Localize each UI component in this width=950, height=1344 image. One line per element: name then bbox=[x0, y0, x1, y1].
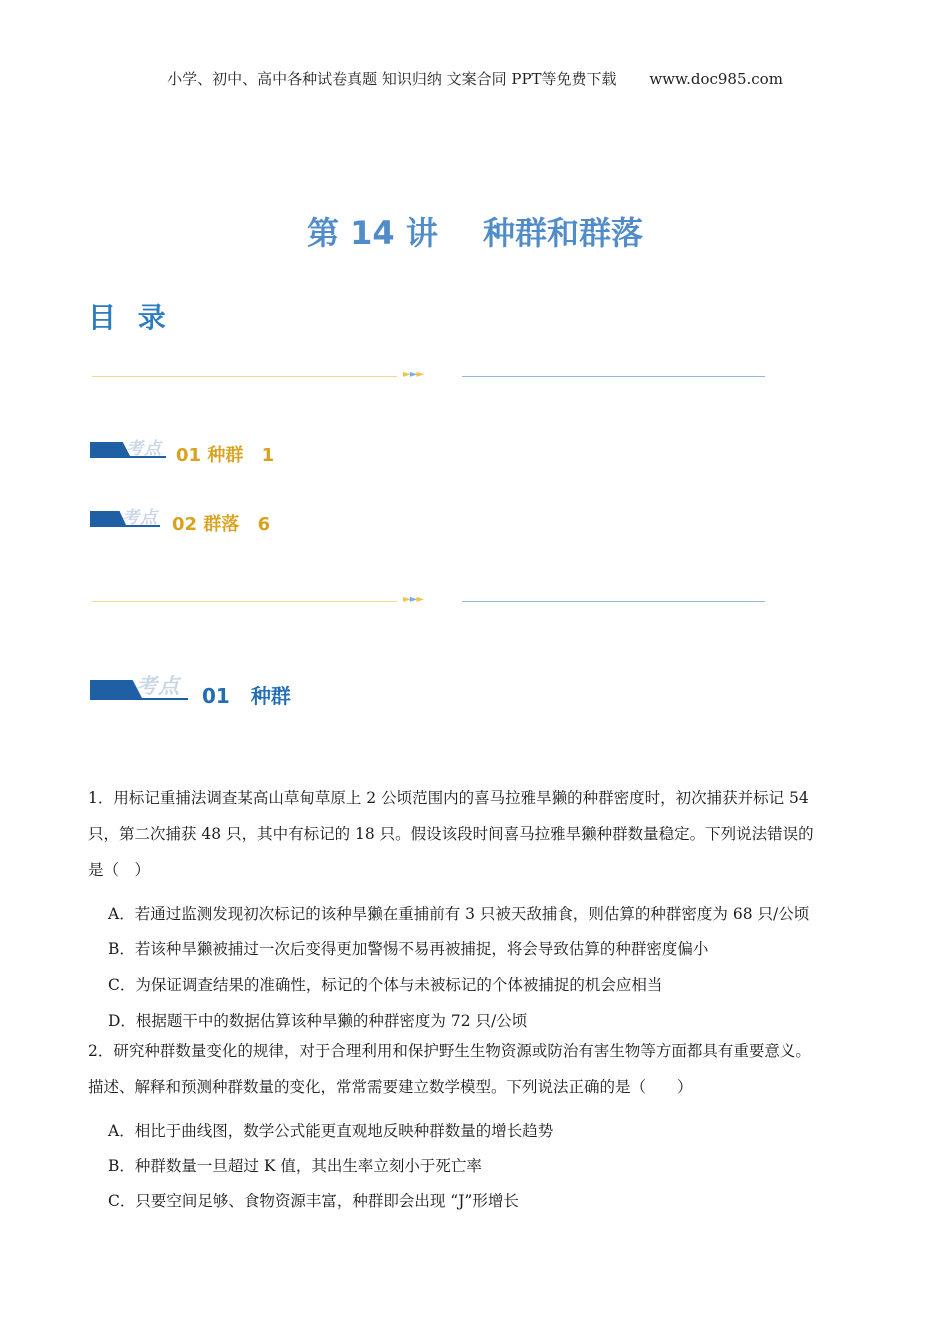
toc-entry-label: 02 群落 bbox=[172, 514, 240, 535]
divider-right-line bbox=[462, 376, 765, 377]
toc-entry-page: 6 bbox=[257, 514, 271, 535]
divider bbox=[92, 596, 765, 608]
header-text: 小学、初中、高中各种试卷真题 知识归纳 文案合同 PPT等免费下载 bbox=[167, 70, 617, 88]
toc-heading: 目 录 bbox=[88, 301, 172, 334]
question-line: 是（ ） bbox=[88, 861, 151, 879]
divider-arrows-icon: ►►► bbox=[403, 594, 424, 605]
badge-word: 考点 bbox=[126, 439, 162, 459]
lecture-topic: 种群和群落 bbox=[482, 214, 643, 252]
question-1-option-c: C．为保证调查结果的准确性，标记的个体与未被标记的个体被捕捉的机会应相当 bbox=[108, 976, 663, 994]
divider-left-line bbox=[92, 376, 397, 377]
header-site-link[interactable]: www.doc985.com bbox=[649, 70, 783, 88]
section-title bbox=[202, 680, 291, 709]
question-line: 描述、解释和预测种群数量的变化，常常需要建立数学模型。下列说法正确的是（ ） bbox=[88, 1078, 693, 1096]
question-2-option-b: B．种群数量一旦超过 K 值，其出生率立刻小于死亡率 bbox=[108, 1157, 482, 1175]
divider-left-line bbox=[92, 601, 397, 602]
section-name: 种群 bbox=[250, 684, 291, 708]
kaodian-badge-icon bbox=[90, 503, 162, 527]
question-2-stem bbox=[88, 1033, 868, 1105]
toc-entry-1[interactable] bbox=[176, 441, 274, 467]
question-line: 只，第二次捕获 48 只，其中有标记的 18 只。假设该段时间喜马拉雅旱獭种群数量稳定。下列说法错误的 bbox=[88, 825, 814, 843]
lecture-number: 第 14 讲 bbox=[307, 214, 438, 252]
question-line: 1．用标记重捕法调查某高山草甸草原上 2 公顷范围内的喜马拉雅旱獭的种群密度时，初次捕获并标记 54 bbox=[88, 789, 809, 807]
badge-word: 考点 bbox=[136, 673, 180, 698]
question-1-option-a: A．若通过监测发现初次标记的该种旱獭在重捕前有 3 只被天敌捕食，则估算的种群密度为 68 只/公顷 bbox=[108, 905, 810, 923]
question-1-option-b: B．若该种旱獭被捕过一次后变得更加警惕不易再被捕捉，将会导致估算的种群密度偏小 bbox=[108, 940, 709, 958]
divider-right-line bbox=[462, 601, 765, 602]
question-1-stem bbox=[88, 780, 868, 888]
page-header bbox=[0, 68, 950, 89]
document-title bbox=[0, 208, 950, 254]
kaodian-badge-icon bbox=[90, 670, 190, 700]
question-2-option-a: A．相比于曲线图，数学公式能更直观地反映种群数量的增长趋势 bbox=[108, 1122, 554, 1140]
toc-entry-page: 1 bbox=[261, 445, 275, 466]
question-1-option-d: D．根据题干中的数据估算该种旱獭的种群密度为 72 只/公顷 bbox=[108, 1012, 528, 1030]
section-number: 01 bbox=[202, 684, 230, 708]
kaodian-badge-icon bbox=[90, 434, 168, 458]
divider bbox=[92, 371, 765, 383]
badge-word: 考点 bbox=[122, 508, 158, 528]
toc-entry-label: 01 种群 bbox=[176, 445, 244, 466]
question-2-option-c: C．只要空间足够、食物资源丰富，种群即会出现 “J”形增长 bbox=[108, 1192, 519, 1210]
question-line: 2．研究种群数量变化的规律，对于合理利用和保护野生生物资源或防治有害生物等方面都具有重要意义。 bbox=[88, 1042, 811, 1060]
toc-entry-2[interactable] bbox=[172, 510, 270, 536]
divider-arrows-icon: ►►► bbox=[403, 369, 424, 380]
